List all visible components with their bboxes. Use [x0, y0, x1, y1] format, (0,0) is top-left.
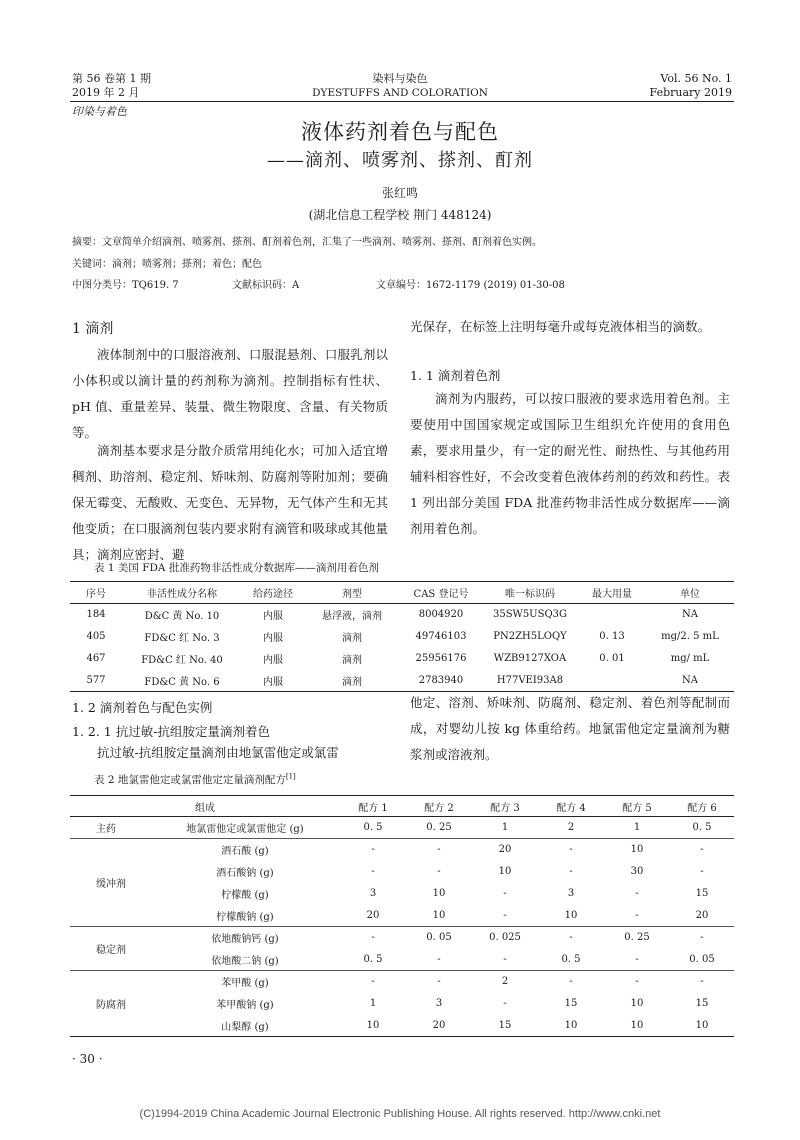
section-1-2-heading: 1. 2 滴剂着色与配色实例	[72, 700, 213, 715]
table-2-cell: -	[437, 844, 441, 856]
table-1-cell: 405	[86, 631, 106, 642]
clc-number: 中图分类号：TQ619. 7	[72, 280, 179, 291]
section-1-1-heading: 1. 1 滴剂着色剂	[410, 368, 501, 383]
table-2-cell: 20	[366, 909, 380, 921]
table-1-cell: 内服	[263, 633, 283, 644]
table-2-header-cell: 配方 2	[424, 802, 454, 814]
table-2-cell: -	[569, 932, 573, 944]
table-1-header-cell: 剂型	[342, 589, 362, 600]
author: 张红鸣	[381, 186, 418, 200]
table-2-component-name: 柠檬酸钠 (g)	[216, 911, 274, 923]
table-1-cell: FD&C 红 No. 40	[141, 655, 223, 666]
table-2-row	[70, 993, 734, 1015]
table-2-group-label: 稳定剂	[96, 945, 126, 956]
table-2-row	[70, 927, 734, 949]
table-2-cell: -	[700, 932, 704, 944]
table-2-cell: 10	[630, 998, 644, 1009]
table-1-cell: 内服	[263, 676, 283, 688]
table-1-cell: PN2ZH5LOQY	[493, 631, 567, 642]
article-title: 液体药剂着色与配色	[301, 120, 499, 144]
header-rule	[70, 101, 734, 102]
section-1-2-1-heading: 1. 2. 1 抗过敏-抗组胺定量滴剂着色	[72, 724, 270, 739]
table-1-header-cell: 序号	[86, 589, 106, 600]
table-1-cell: 577	[86, 674, 106, 686]
table-2-cell: -	[635, 953, 639, 965]
table-2-cell: 10	[564, 1019, 578, 1031]
table-2-row	[70, 839, 734, 861]
table-2-cell: 2	[567, 822, 575, 833]
table-2-cell: 0. 5	[363, 822, 383, 833]
table-2-component-name: 酒石酸 (g)	[221, 846, 269, 858]
table-2-group-label: 防腐剂	[96, 1000, 126, 1011]
table-2-cell: 1	[501, 822, 509, 833]
table-1-cell: 467	[86, 653, 106, 664]
table-2-cell: -	[635, 888, 639, 899]
keywords: 关键词：滴剂；喷雾剂；搽剂；着色；配色	[72, 259, 262, 270]
table-2-header-cell: 组成	[195, 802, 215, 814]
table-1-row	[70, 604, 734, 626]
table-2-header-cell: 配方 4	[556, 802, 586, 814]
table-2-cell: -	[569, 866, 573, 877]
table-2-component-name: 依地酸二钠 (g)	[211, 955, 279, 967]
table-1-cell: 内服	[263, 655, 283, 666]
table-2-cell: 30	[630, 866, 644, 877]
table-2-component-name: 山梨醇 (g)	[221, 1021, 269, 1033]
table-1-row	[70, 626, 734, 648]
table-1-cell	[578, 604, 646, 626]
table-2-cell: 0. 05	[689, 953, 715, 965]
table-2-cell: 0. 05	[426, 932, 452, 944]
table-1-cell: NA	[682, 609, 698, 621]
table-1-header-row	[70, 582, 734, 604]
table-1	[70, 581, 734, 692]
table-2-cell: 10	[630, 844, 644, 856]
table-2-row	[70, 883, 734, 905]
table-2-row	[70, 949, 734, 971]
table-1-cell: FD&C 黄 No. 6	[144, 676, 220, 688]
table-2-cell: 10	[695, 1019, 709, 1031]
table-2	[70, 795, 734, 1037]
table-2-cell: 10	[564, 909, 578, 921]
section-1-paragraph-2: 滴剂基本要求是分散介质常用纯化水；可加入适宜增稠剂、助溶剂、稳定剂、矫味剂、防腐剂等附加剂；要确保无霉变、无酸败、无变色、无异物，无气体产生和无其他变质；在口服滴剂包装内要求附有滴管和吸球或其他量具；滴剂应密封、避	[72, 443, 388, 562]
table-2-cell: 0. 5	[692, 822, 712, 833]
table-2-cell: 3	[435, 998, 443, 1009]
table-1-cell: 0. 13	[599, 631, 625, 642]
table-2-component-name: 苯甲酸钠 (g)	[216, 1000, 274, 1011]
table-1-cell: 悬浮液，滴剂	[322, 611, 382, 623]
table-2-cell: -	[569, 976, 573, 988]
section-1-1-paragraph: 滴剂为内服药，可以按口服液的要求选用着色剂。主要使用中国国家规定或国际卫生组织允许使用的食用色素，要求用量少，有一定的耐光性、耐热性、与其他药用辅料相容性好，不会改变着色液体药剂的药效和药性。表 1 列出部分美国 FDA 批准药物非活性成分数据库——滴剂用着色剂。	[410, 391, 730, 536]
table-2-cell: -	[437, 866, 441, 877]
table-2-cell: 10	[498, 866, 512, 877]
table-1-cell: H77VEI93A8	[496, 674, 564, 686]
table-1-header-cell: 单位	[680, 589, 700, 600]
table-2-cell: 3	[369, 888, 377, 899]
section-1-2-1-paragraph: 抗过敏-抗组胺定量滴剂由地氯雷他定或氯雷	[97, 745, 339, 760]
table-2-cell: 15	[498, 1019, 512, 1031]
article-subtitle: ——滴剂、喷雾剂、搽剂、酊剂	[267, 150, 533, 171]
table-2-cell: -	[371, 866, 375, 877]
table-1-header-cell: 最大用量	[592, 589, 632, 600]
section-1-2-1-paragraph-continued: 他定、溶剂、矫味剂、防腐剂、稳定剂、着色剂等配制而成，对婴幼儿按 kg 体重给药。地氯雷他定定量滴剂为糖浆剂或溶液剂。	[410, 695, 730, 762]
table-2-group-label: 缓冲剂	[96, 879, 126, 890]
table-2-cell: -	[371, 932, 375, 944]
copyright-footer: (C)1994-2019 China Academic Journal Electronic Publishing House. All rights reserved. http://www.cnki.net	[139, 1108, 661, 1120]
table-2-cell: -	[371, 976, 375, 988]
table-2-header-row	[70, 796, 734, 817]
table-2-cell: -	[635, 909, 639, 921]
table-2-cell: -	[503, 953, 507, 965]
table-2-cell: 20	[695, 909, 709, 921]
table-2-header-cell: 配方 6	[687, 802, 717, 814]
table-2-cell: 20	[498, 844, 512, 856]
table-2-cell: -	[635, 976, 639, 988]
table-2-cell: 3	[567, 888, 575, 899]
table-2-component-name: 酒石酸钠 (g)	[216, 868, 274, 879]
table-2-component-name: 依地酸钠钙 (g)	[211, 934, 279, 946]
section-1-paragraph-1: 液体制剂中的口服溶液剂、口服混悬剂、口服乳剂以小体积或以滴计量的药剂称为滴剂。控制指标有性状、pH 值、重量差异、装量、微生物限度、含量、有关物质等。	[72, 347, 388, 440]
table-2-row	[70, 905, 734, 927]
table-2-cell: -	[371, 844, 375, 856]
table-2-cell: -	[503, 998, 507, 1009]
affiliation: (湖北信息工程学校 荆门 448124)	[308, 208, 492, 222]
table-2-cell: 0. 5	[363, 953, 383, 965]
table-1-cell: 8004920	[418, 609, 464, 621]
table-1-cell: mg/ mL	[670, 653, 710, 664]
table-1-cell	[578, 670, 646, 692]
table-2-cell: -	[700, 844, 704, 856]
table-1-cell: 35SW5USQ3G	[492, 609, 568, 621]
table-2-cell: -	[437, 953, 441, 965]
table-1-cell: 内服	[263, 611, 283, 623]
table-2-cell: -	[700, 976, 704, 988]
table-1-cell: 滴剂	[342, 633, 362, 644]
table-2-cell: -	[503, 888, 507, 899]
table-2-cell: 10	[366, 1019, 380, 1031]
table-2-component-name: 苯甲酸 (g)	[221, 978, 269, 990]
table-2-component-name: 柠檬酸 (g)	[221, 890, 269, 901]
table-2-group-label: 主药	[96, 824, 116, 835]
section-1-paragraph-2-continued: 光保存，在标签上注明每毫升或每克液体相当的滴数。	[410, 319, 711, 334]
column-tag: 印染与着色	[72, 105, 127, 118]
table-2-header-cell: 配方 5	[622, 802, 652, 814]
table-2-cell: 10	[432, 888, 446, 899]
table-2-caption	[94, 772, 296, 787]
table-1-row	[70, 648, 734, 670]
document-code: 文献标识码：A	[232, 280, 300, 291]
table-1-cell: 49746103	[415, 631, 467, 642]
table-2-header-cell: 配方 3	[490, 802, 520, 814]
table-2-row	[70, 861, 734, 883]
table-1-header-cell: CAS 登记号	[413, 589, 469, 600]
table-1-header-cell: 唯一标识码	[505, 589, 555, 600]
page-number: · 30 ·	[72, 1052, 103, 1066]
table-1-cell: 2783940	[418, 674, 464, 686]
table-1-cell: WZB9127XOA	[493, 653, 567, 664]
abstract: 摘要：文章简单介绍滴剂、喷雾剂、搽剂、酊剂着色剂，汇集了一些滴剂、喷雾剂、搽剂、酊剂着色实例。	[72, 237, 542, 248]
table-2-cell: 10	[630, 1019, 644, 1031]
table-2-cell: 15	[695, 888, 709, 899]
article-number: 文章编号：1672-1179 (2019) 01-30-08	[376, 280, 565, 291]
table-1-header-cell: 非活性成分名称	[147, 589, 217, 600]
table-2-cell: 10	[432, 909, 446, 921]
table-2-row	[70, 1015, 734, 1037]
table-1-header-cell: 给药途径	[253, 589, 293, 600]
table-2-cell: -	[569, 844, 573, 856]
table-2-cell: -	[503, 909, 507, 921]
table-2-row	[70, 971, 734, 993]
table-1-cell: mg/2. 5 mL	[661, 631, 719, 642]
table-2-cell: 0. 25	[624, 932, 650, 944]
table-2-cell: 1	[369, 998, 377, 1009]
table-1-cell: 滴剂	[342, 655, 362, 666]
table-2-header-cell: 配方 1	[358, 802, 388, 814]
table-1-cell: 滴剂	[342, 676, 362, 688]
header-journal: 染料与染色 DYESTUFFS AND COLORATION	[312, 72, 488, 99]
table-1-cell: 25956176	[415, 653, 467, 664]
table-2-cell: -	[437, 976, 441, 988]
section-1-heading: 1 滴剂	[72, 321, 114, 337]
table-2-cell: -	[700, 866, 704, 877]
table-2-caption-reference: [1]	[285, 772, 296, 781]
table-2-cell: 0. 025	[489, 932, 521, 944]
header-volume: 第 56 卷第 1 期 2019 年 2 月	[72, 72, 151, 99]
table-2-cell: 15	[695, 998, 709, 1009]
table-1-cell: NA	[682, 674, 698, 686]
table-2-cell: 20	[432, 1019, 446, 1031]
table-1-row	[70, 670, 734, 692]
table-2-cell: 0. 5	[561, 953, 581, 965]
table-2-cell: 15	[564, 998, 578, 1009]
table-1-cell: D&C 黄 No. 10	[144, 611, 220, 623]
table-1-caption: 表 1 美国 FDA 批准药物非活性成分数据库——滴剂用着色剂	[94, 562, 379, 574]
table-1-cell: 184	[86, 609, 106, 621]
table-2-cell: 1	[633, 822, 641, 833]
header-date: Vol. 56 No. 1 February 2019	[649, 72, 732, 99]
table-2-cell: 2	[501, 976, 509, 988]
table-2-cell: 0. 25	[426, 822, 452, 833]
table-1-cell: 0. 01	[599, 653, 625, 664]
table-2-caption-text: 表 2 地氯雷他定或氯雷他定定量滴剂配方	[94, 774, 286, 786]
table-2-row	[70, 817, 734, 839]
table-1-cell: FD&C 红 No. 3	[144, 633, 220, 644]
table-2-component-name: 地氯雷他定或氯雷他定 (g)	[186, 824, 304, 835]
